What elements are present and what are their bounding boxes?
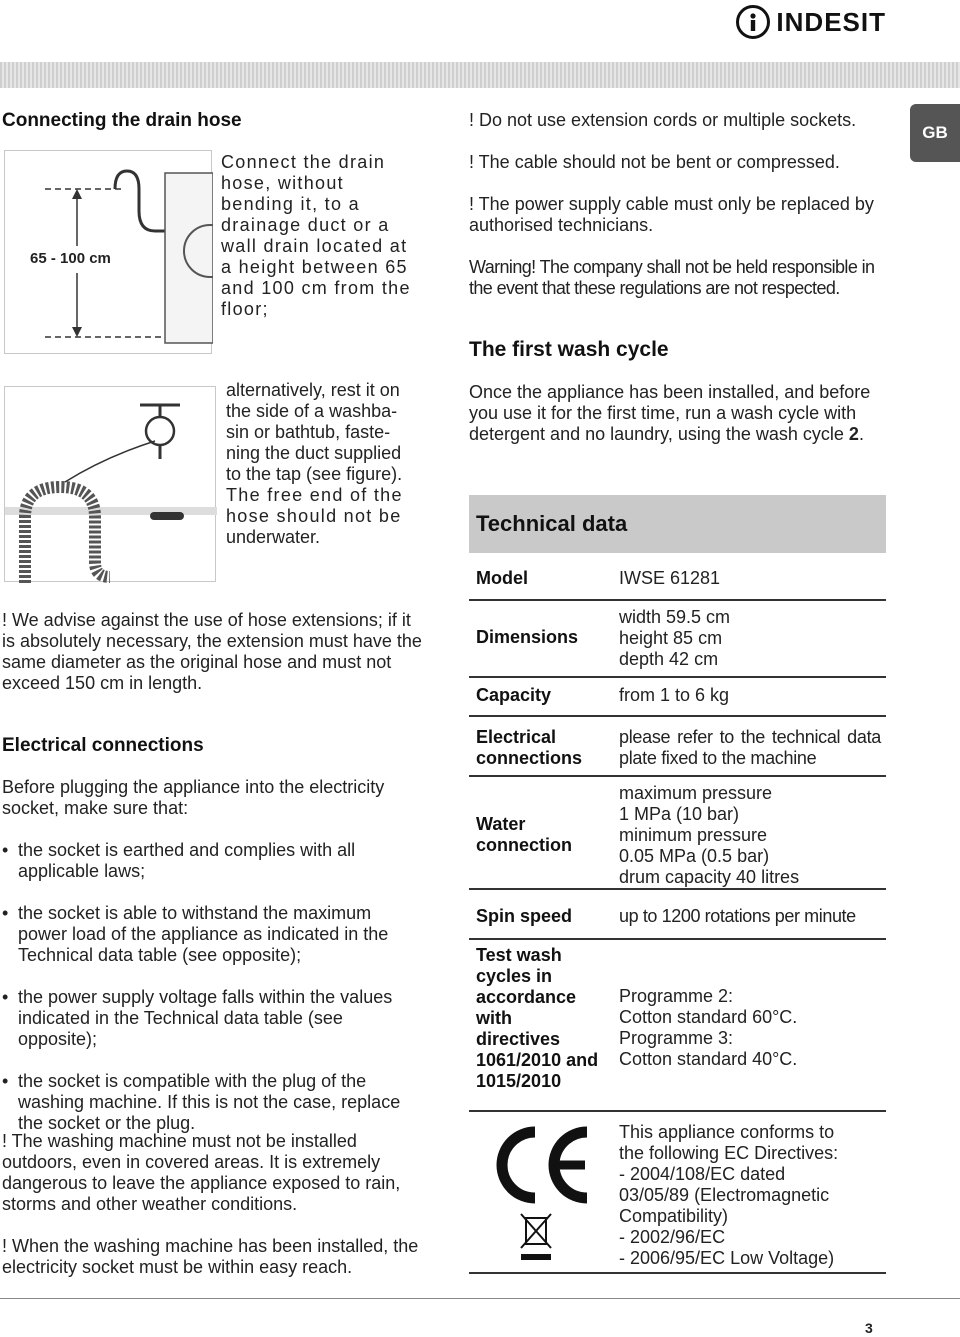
value-line: 0.05 MPa (0.5 bar)	[619, 846, 770, 866]
brand-logo	[736, 0, 886, 44]
list-item: • the power supply voltage falls within the values indicated in the Technical data table (see opposite);	[2, 987, 422, 1050]
table-row	[469, 678, 886, 717]
language-tab: GB	[910, 104, 960, 162]
liability-warning: Warning! The company shall not be held responsible in the event that these regulations are not respected.	[469, 257, 875, 298]
drain-title: Connecting the drain hose	[2, 110, 242, 131]
list-item: • the socket is compatible with the plug of the washing machine. If this is not the case, replace the socket or the plug.	[2, 1071, 422, 1134]
drain-text-2-line: hose should not be	[226, 506, 402, 526]
list-item: • the socket is able to withstand the maximum power load of the appliance as indicated in the Technical data table (see opposite);	[2, 903, 422, 966]
drain-text-2	[226, 380, 421, 548]
value-line: width 59.5 cm	[619, 607, 731, 627]
footer-divider	[0, 1298, 960, 1299]
value-line: maximum pressure	[619, 783, 773, 803]
first-wash-cycle-number: 2	[848, 424, 859, 444]
list-item: • the socket is earthed and complies with all applicable laws;	[2, 840, 422, 882]
drain-text-2-line: the side of a washba-	[226, 401, 398, 421]
value-line: Compatibility)	[619, 1206, 729, 1226]
ce-mark-icon	[487, 1124, 597, 1206]
tap-figure	[4, 386, 216, 582]
row-label: Model	[476, 568, 528, 588]
drain-text-2-line: alternatively, rest it on	[226, 380, 400, 400]
table-row	[469, 601, 886, 678]
value-line: - 2002/96/EC	[619, 1227, 726, 1247]
row-label: Water connection	[476, 814, 573, 855]
row-value: please refer to the technical data plate fixed to the machine	[619, 727, 881, 768]
row-label: Spin speed	[476, 906, 573, 926]
cable-warning: ! The cable should not be bent or compressed.	[469, 152, 840, 172]
row-value	[619, 783, 799, 888]
logo-i-icon	[736, 5, 770, 39]
table-row	[469, 717, 886, 777]
value-line: height 85 cm	[619, 628, 723, 648]
first-wash-period: .	[858, 424, 864, 444]
page-number: 3	[865, 1320, 873, 1336]
tap-hose-illustration	[5, 387, 217, 583]
drain-height-label: 65 - 100 cm	[30, 250, 111, 267]
drain-text-1: Connect the drain hose, without bending it, to a drainage duct or a wall drain located at a height between 65 and 100 cm from the floor;	[221, 152, 411, 319]
table-row	[469, 940, 886, 1112]
first-wash-body: Once the appliance has been installed, and before you use it for the first time, run a wash cycle with detergent and no laundry, using the wash cycle	[469, 382, 871, 444]
value-line: Programme 2:	[619, 986, 734, 1006]
value-line: This appliance conforms to	[619, 1122, 835, 1142]
header-bar	[0, 62, 960, 88]
socket-warning: ! When the washing machine has been installed, the electricity socket must be within easy reach.	[2, 1236, 419, 1277]
electrical-checklist	[2, 840, 422, 1155]
logo-text: INDESIT	[776, 6, 886, 37]
outdoor-warning: ! The washing machine must not be installed outdoors, even in covered areas. It is extremely dangerous to leave the appliance exposed to rain, storms and other weather conditions.	[2, 1131, 401, 1214]
value-line: minimum pressure	[619, 825, 768, 845]
tech-data-title: Technical data	[476, 511, 628, 536]
value-line: Programme 3:	[619, 1028, 734, 1048]
table-row	[469, 553, 886, 601]
drain-text-3: ! We advise against the use of hose extensions; if it is absolutely necessary, the extension must have the same diameter as the original hose and must not exceed 150 cm in length.	[2, 610, 422, 693]
value-line: 03/05/89 (Electromagnetic	[619, 1185, 830, 1205]
value-line: Cotton standard 60°C.	[619, 1007, 798, 1027]
drain-text-2-line: sin or bathtub, faste-	[226, 422, 391, 442]
electrical-title: Electrical connections	[2, 735, 204, 756]
drain-text-2-line: underwater.	[226, 527, 321, 547]
replacement-warning: ! The power supply cable must only be replaced by authorised technicians.	[469, 194, 874, 235]
row-value: from 1 to 6 kg	[619, 685, 730, 705]
row-label: Dimensions	[476, 627, 579, 647]
value-line: 1 MPa (10 bar)	[619, 804, 740, 824]
row-value	[619, 607, 730, 670]
row-label: Electrical connections	[476, 727, 583, 768]
first-wash-title: The first wash cycle	[469, 338, 669, 361]
value-line: depth 42 cm	[619, 649, 719, 669]
table-row	[469, 777, 886, 890]
row-value	[619, 986, 797, 1070]
drain-text-2-line: The free end of the	[226, 485, 403, 505]
value-line: - 2004/108/EC dated	[619, 1164, 786, 1184]
value-line: Cotton standard 40°C.	[619, 1049, 798, 1069]
conformity-row	[469, 1112, 886, 1274]
first-wash-text	[469, 382, 889, 445]
drain-text-2-line: ning the duct supplied	[226, 443, 402, 463]
row-value: up to 1200 rotations per minute	[619, 906, 856, 926]
value-line: drum capacity 40 litres	[619, 867, 800, 887]
drain-text-2-line: to the tap (see figure).	[226, 464, 403, 484]
value-line: - 2006/95/EC Low Voltage)	[619, 1248, 835, 1268]
row-label: Capacity	[476, 685, 552, 705]
table-row	[469, 890, 886, 940]
value-line: the following EC Directives:	[619, 1143, 839, 1163]
conformity-text	[619, 1122, 838, 1269]
cords-warning: ! Do not use extension cords or multiple sockets.	[469, 110, 857, 130]
row-value: IWSE 61281	[619, 568, 721, 588]
row-label: Test wash cycles in accordance with directives 1061/2010 and 1015/2010	[476, 945, 599, 1091]
tech-data-header	[469, 495, 886, 553]
crossed-out-bin-icon	[519, 1210, 553, 1262]
electrical-intro: Before plugging the appliance into the electricity socket, make sure that:	[2, 777, 385, 818]
